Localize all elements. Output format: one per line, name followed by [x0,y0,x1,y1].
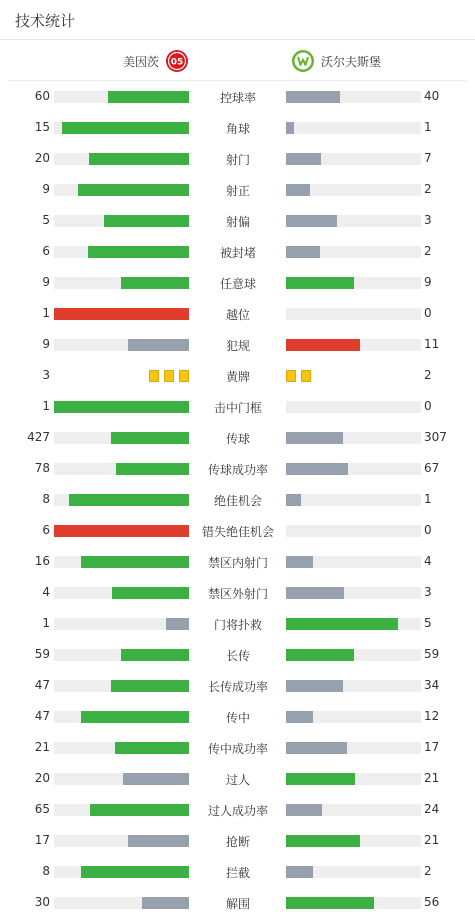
home-stat-bar-fill [121,649,189,661]
stat-label: 任意球 [219,277,256,291]
home-stat-bar [54,277,189,289]
home-stat-bar-fill [89,153,189,165]
home-stat-bar [54,804,189,816]
stat-label: 过人 [225,773,250,787]
away-stat-bar [286,215,421,227]
page-title: 技术统计 [15,12,76,30]
home-stat-value: 3 [42,368,50,382]
stat-label: 射门 [225,153,250,167]
away-stat-value: 2 [424,244,432,258]
stat-label: 长传成功率 [207,680,268,694]
stat-label: 角球 [225,122,250,136]
away-stat-bar [286,711,421,723]
home-stat-value: 5 [42,213,50,227]
away-stat-value: 21 [424,771,440,785]
stat-row [0,640,475,671]
stat-label: 门将扑救 [213,618,262,632]
away-stat-bar [286,308,421,320]
home-stat-value: 9 [42,337,50,351]
away-stat-bar-fill [286,866,313,878]
home-stat-bar [54,122,189,134]
yellow-card-icon [286,370,296,382]
home-team-name: 美因茨 [122,54,159,69]
away-team-name: 沃尔夫斯堡 [321,54,382,69]
stat-label: 击中门框 [213,401,262,415]
home-stat-value: 6 [42,523,50,537]
home-stat-bar [54,463,189,475]
stat-label: 传球成功率 [207,463,268,477]
away-stat-bar-fill [286,618,398,630]
away-stat-value: 0 [424,306,432,320]
away-stat-value: 21 [424,833,440,847]
stat-label: 黄牌 [225,370,250,384]
home-stat-bar [54,184,189,196]
stat-label: 射正 [225,184,250,198]
away-stat-bar-fill [286,835,360,847]
away-stat-value: 0 [424,399,432,413]
stat-label: 越位 [225,308,250,322]
away-stat-value: 5 [424,616,432,630]
home-stat-bar [54,339,189,351]
home-stat-bar-fill [90,804,189,816]
stat-row [0,454,475,485]
away-stat-bar-fill [286,711,313,723]
away-stat-value: 17 [424,740,440,754]
home-stat-bar [54,680,189,692]
away-stat-bar-fill [286,91,340,103]
stat-label: 解围 [225,897,250,911]
home-stat-bar-fill [104,215,189,227]
home-stat-bar [54,587,189,599]
away-stat-bar-fill [286,122,294,134]
home-stat-bar [54,897,189,909]
away-stat-bar [286,587,421,599]
away-stat-bar-fill [286,804,322,816]
stat-row [0,237,475,268]
stat-label: 禁区外射门 [207,587,268,601]
stat-row [0,733,475,764]
home-stat-bar-fill [81,556,189,568]
stat-label: 禁区内射门 [207,556,268,570]
stat-label: 被封堵 [219,246,256,260]
away-stat-value: 34 [424,678,440,692]
stat-row [0,547,475,578]
home-stat-bar-fill [54,401,189,413]
stat-row [0,268,475,299]
away-stat-value: 2 [424,368,432,382]
home-stat-bar-fill [69,494,189,506]
home-stat-bar-fill [111,432,189,444]
away-stat-bar [286,897,421,909]
away-stat-value: 1 [424,120,432,134]
stat-label: 过人成功率 [207,804,268,818]
home-stat-bar [54,773,189,785]
away-stat-bar [286,525,421,537]
away-stat-value: 2 [424,864,432,878]
wolfsburg-logo-icon [291,49,315,73]
stat-label: 传球 [225,432,250,446]
home-stat-value: 60 [34,89,50,103]
away-stat-bar [286,618,421,630]
home-stat-bar-fill [111,680,189,692]
away-stat-bar [286,556,421,568]
home-stat-bar-fill [54,308,189,320]
away-stat-bar [286,649,421,661]
away-stat-value: 11 [424,337,440,351]
away-stat-bar [286,246,421,258]
home-stat-value: 47 [34,678,50,692]
stat-row [0,423,475,454]
home-stat-value: 20 [34,771,50,785]
away-stat-bar [286,277,421,289]
away-stat-bar-fill [286,680,343,692]
away-stat-bar [286,804,421,816]
home-yellow-cards [149,370,189,382]
stat-label: 传中成功率 [207,742,268,756]
away-stat-bar [286,835,421,847]
home-stat-bar [54,742,189,754]
stat-row [0,764,475,795]
svg-text:05: 05 [170,57,184,68]
away-stat-value: 67 [424,461,440,475]
away-stat-bar [286,680,421,692]
away-stat-bar [286,339,421,351]
home-stat-bar [54,91,189,103]
away-yellow-cards [286,370,311,382]
home-stat-bar-fill [81,711,189,723]
home-stat-value: 8 [42,864,50,878]
stat-row [0,702,475,733]
team-header [8,41,467,81]
home-stat-bar [54,711,189,723]
stat-label: 绝佳机会 [213,494,262,508]
stat-label: 控球率 [219,91,256,105]
stat-row [0,361,475,392]
away-stat-bar [286,122,421,134]
stat-label: 传中 [225,711,250,725]
home-stat-bar-fill [81,866,189,878]
home-stat-value: 59 [34,647,50,661]
home-stat-value: 4 [42,585,50,599]
home-stat-value: 8 [42,492,50,506]
away-stat-bar-fill [286,215,337,227]
stat-row [0,671,475,702]
away-stat-bar [286,184,421,196]
yellow-card-icon [179,370,189,382]
home-stat-bar-fill [78,184,189,196]
away-stat-bar-fill [286,277,354,289]
yellow-card-icon [301,370,311,382]
away-stat-value: 307 [424,430,447,444]
stat-row [0,206,475,237]
home-stat-bar-fill [88,246,189,258]
away-stat-bar-fill [286,556,313,568]
away-stat-bar-fill [286,649,354,661]
home-stat-value: 17 [34,833,50,847]
away-stat-bar-fill [286,742,347,754]
home-stat-bar [54,525,189,537]
home-stat-value: 65 [34,802,50,816]
away-stat-bar [286,742,421,754]
home-stat-bar-fill [108,91,189,103]
home-stat-value: 9 [42,182,50,196]
away-stat-bar-fill [286,897,374,909]
home-stat-bar-fill [128,339,189,351]
away-stat-value: 3 [424,585,432,599]
home-stat-bar-fill [128,835,189,847]
home-stat-bar [54,835,189,847]
away-stat-value: 3 [424,213,432,227]
home-stat-value: 30 [34,895,50,909]
away-stat-bar [286,432,421,444]
stat-row [0,609,475,640]
stat-row [0,144,475,175]
mainz-logo-icon [165,49,189,73]
away-stat-bar [286,91,421,103]
away-stat-value: 40 [424,89,440,103]
stat-row [0,826,475,857]
home-stat-value: 1 [42,399,50,413]
home-stat-bar-fill [142,897,189,909]
away-stat-value: 56 [424,895,440,909]
away-team[interactable] [291,49,381,73]
home-stat-value: 16 [34,554,50,568]
home-team[interactable] [123,49,189,73]
away-stat-value: 0 [424,523,432,537]
home-stat-bar [54,215,189,227]
stat-row [0,330,475,361]
home-stat-bar [54,866,189,878]
away-stat-bar-fill [286,339,360,351]
home-stat-value: 15 [34,120,50,134]
away-stat-value: 9 [424,275,432,289]
away-stat-bar-fill [286,463,348,475]
stat-label: 长传 [225,649,250,663]
stats-header [0,0,475,40]
home-stat-bar-fill [123,773,189,785]
home-stat-bar [54,153,189,165]
away-stat-value: 4 [424,554,432,568]
away-stat-value: 59 [424,647,440,661]
stat-label: 射偏 [225,215,250,229]
away-stat-bar-fill [286,773,355,785]
home-stat-bar-fill [54,525,189,537]
home-stat-bar [54,246,189,258]
away-stat-bar-fill [286,246,320,258]
yellow-card-icon [149,370,159,382]
away-stat-bar [286,153,421,165]
stat-row [0,392,475,423]
stat-label: 犯规 [225,339,250,353]
home-stat-bar [54,401,189,413]
stat-label: 抢断 [225,835,250,849]
away-stat-bar [286,866,421,878]
home-stat-value: 6 [42,244,50,258]
stat-row [0,175,475,206]
home-stat-bar [54,494,189,506]
home-stat-bar [54,556,189,568]
away-stat-value: 1 [424,492,432,506]
away-stat-bar [286,463,421,475]
away-stat-bar-fill [286,184,310,196]
home-stat-bar [54,308,189,320]
home-stat-bar-fill [112,587,189,599]
home-stat-value: 20 [34,151,50,165]
stat-row [0,82,475,113]
home-stat-bar-fill [115,742,189,754]
home-stat-bar [54,649,189,661]
stat-row [0,578,475,609]
home-stat-value: 1 [42,616,50,630]
home-stat-value: 1 [42,306,50,320]
home-stat-bar-fill [166,618,189,630]
away-stat-bar-fill [286,432,343,444]
stat-row [0,113,475,144]
stat-row [0,795,475,826]
home-stat-bar-fill [62,122,189,134]
home-stat-value: 78 [34,461,50,475]
stat-row [0,888,475,919]
away-stat-bar-fill [286,587,344,599]
away-stat-bar [286,494,421,506]
away-stat-bar-fill [286,153,321,165]
stat-row [0,299,475,330]
stat-label: 拦截 [225,866,250,880]
yellow-card-icon [164,370,174,382]
home-stat-value: 47 [34,709,50,723]
home-stat-bar-fill [116,463,189,475]
away-stat-bar-fill [286,494,301,506]
stat-row [0,485,475,516]
away-stat-value: 7 [424,151,432,165]
away-stat-bar [286,401,421,413]
home-stat-value: 21 [34,740,50,754]
home-stat-value: 9 [42,275,50,289]
stat-row [0,516,475,547]
away-stat-value: 24 [424,802,440,816]
away-stat-bar [286,773,421,785]
away-stat-value: 2 [424,182,432,196]
home-stat-bar [54,618,189,630]
stat-label: 错失绝佳机会 [201,525,274,539]
away-stat-value: 12 [424,709,440,723]
home-stat-bar [54,432,189,444]
home-stat-bar-fill [121,277,189,289]
stat-row [0,857,475,888]
home-stat-value: 427 [27,430,50,444]
